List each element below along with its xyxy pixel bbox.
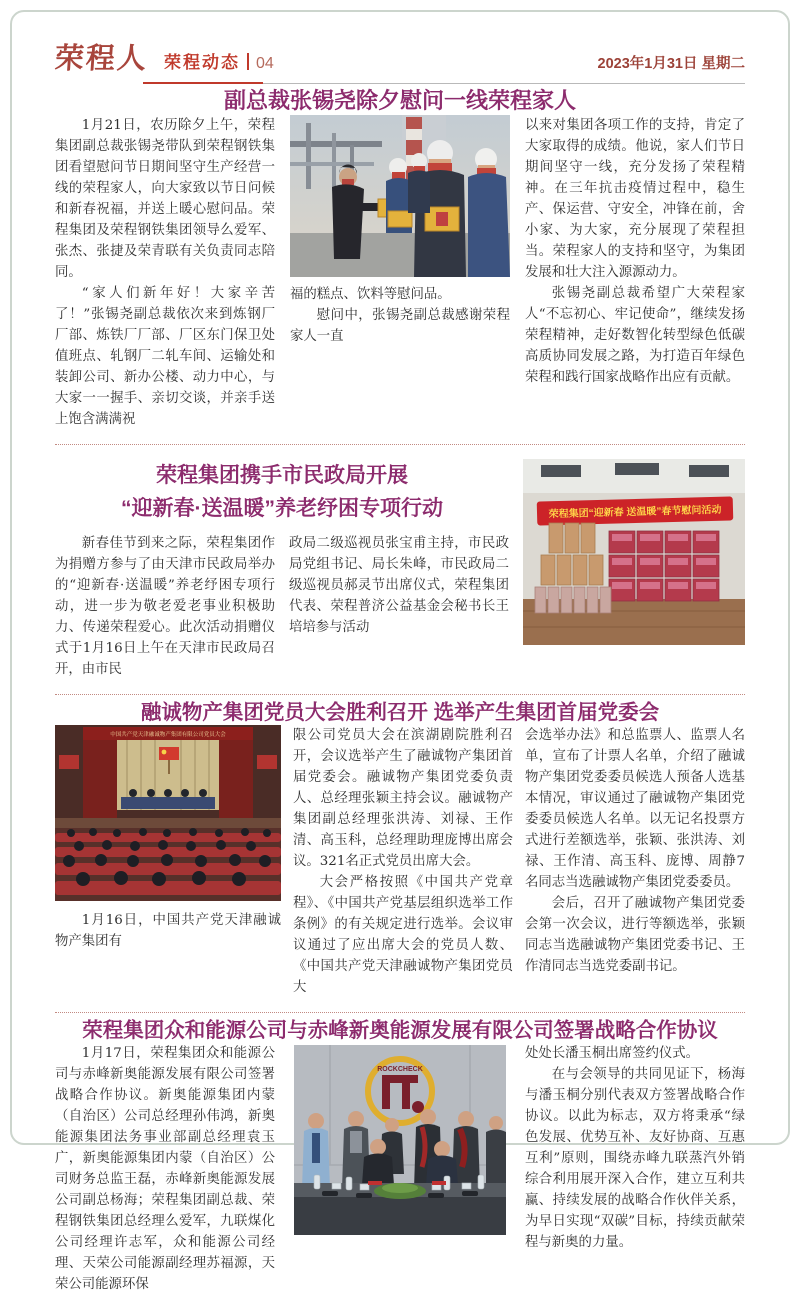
article-1-title: 副总裁张锡尧除夕慰问一线荣程家人 [223, 88, 576, 113]
body-paragraph: 大会严格按照《中国共产党章程》、《中国共产党基层组织选举工作条例》的有关规定进行选举。会议审议通过了应出席大会的党员人数、《中国共产党天津融诚物产集团党员大 [293, 875, 513, 995]
article-4-col-2 [294, 1043, 506, 1295]
body-paragraph: 在与会领导的共同见证下，杨海与潘玉桐分别代表双方签署战略合作协议。以此为标志，双方将秉承“绿色发展、优势互补、友好协商、互惠互利”原则，围绕赤峰九联蒸汽外销综合利用展开深入合作，建立互利共赢、持续发展的战略合作伙伴关系，为早日实现“双碳”目标，持续贡献荣程与新奥的力量。 [525, 1067, 745, 1250]
article-4-col-3 [525, 1043, 745, 1295]
body-paragraph: 慰问中，张锡尧副总裁感谢荣程家人一直 [290, 308, 510, 344]
body-paragraph: 限公司党员大会在滨湖剧院胜利召开，会议选举产生了融诚物产集团首届党委会。融诚物产集团党委负责人、总经理张颖主持会议。融诚物产集团副总经理张洪涛、刘禄、王作清、高玉科，总经理助理庞博出席会议。321名正式党员出席大会。 [293, 728, 513, 869]
article-1-col-1 [55, 115, 275, 430]
article-3-photo [55, 725, 281, 901]
audience [55, 828, 281, 901]
article-1-col-2 [290, 115, 510, 430]
logo-text: ROCKCHECK [377, 1066, 423, 1073]
page-number: 04 [256, 55, 274, 72]
article-2-title [55, 459, 509, 525]
section-divider-bar [247, 53, 249, 70]
body-paragraph: 处处长潘玉桐出席签约仪式。 [525, 1046, 700, 1061]
masthead-logo: 荣程人 [53, 43, 149, 75]
article-2-photo [523, 459, 745, 645]
body-paragraph: 1月17日，荣程集团众和能源公司与赤峰新奥能源发展有限公司签署战略合作协议。新奥能源集团内蒙（自治区）公司总经理孙伟鸿，新奥能源集团法务事业部副总经理袁玉广，新奥能源集团内蒙（自治区）公司财务总监王磊，赤峰新奥能源发展公司副总杨海；荣程集团副总裁、荣程钢铁集团总经理么爱军，九联煤化公司经理许志军，众和能源公司经理、天荣公司能源副经理苏福源，天荣公司能源环保 [55, 1046, 275, 1292]
body-paragraph: 以来对集团各项工作的支持，肯定了大家取得的成绩。他说，家人们节日期间坚守一线，充分发扬了荣程精神。在三年抗击疫情过程中，稳生产、保运营、守安全，冲锋在前，舍小家、为大家，充分展现了荣程担当。荣程家人的支持和坚守，为集团发展和壮大注入源源动力。 [525, 118, 745, 280]
article-1 [55, 84, 745, 445]
article-4-photo [294, 1045, 506, 1235]
ceiling-windows [541, 463, 729, 477]
banner-text: 荣程集团“迎新春 送温暖”春节慰问活动 [548, 504, 722, 521]
body-paragraph: 会选举办法》和总监票人、监票人名单，宣布了计票人名单，介绍了融诚物产集团党委委员候选人预备人选基本情况，审议通过了融诚物产集团党委委员候选人名单。以无记名投票方式进行差额选举，张颖、张洪涛、刘禄、王作清、高玉科、庞博、周静7名同志当选融诚物产集团党委委员。 [525, 728, 745, 890]
head-table [121, 789, 215, 809]
section-title: 荣程动态 [164, 53, 241, 72]
article-1-col-3 [525, 115, 745, 430]
stage-edge [55, 818, 281, 828]
page-header [55, 36, 745, 84]
red-banner [537, 496, 734, 525]
article-2-col-1 [55, 533, 275, 680]
article-1-photo [290, 115, 510, 277]
article-2 [55, 459, 745, 695]
article-divider [55, 444, 745, 445]
article-4 [55, 1013, 745, 1295]
body-paragraph: 会后，召开了融诚物产集团党委会第一次会议，进行等额选举，张颖同志当选融诚物产集团党委书记、王作清同志当选党委副书记。 [525, 896, 745, 974]
body-paragraph: “家人们新年好！大家辛苦了！”张锡尧副总裁依次来到炼钢厂厂部、炼铁厂厂部、厂区东门保卫处值班点、轧钢厂二轧车间、运输处和装卸公司、新办公楼、动力中心，与大家一一握手、亲切交谈，并亲手送上饱含满满祝 [55, 286, 275, 427]
body-paragraph: 政局二级巡视员张宝甫主持，市民政局党组书记、局长朱峰，市民政局二级巡视员郝灵节出席仪式，荣程集团代表、荣程普济公益基金会秘书长王培培参与活动 [289, 536, 509, 635]
article-3-col-3 [525, 725, 745, 998]
article-3-col-2 [293, 725, 513, 998]
article-4-col-1 [55, 1043, 275, 1295]
page-date: 2023年1月31日 星期二 [597, 56, 745, 72]
conference-table [294, 1175, 506, 1235]
stage-banner-text: 中国共产党天津融诚物产集团有限公司党员大会 [110, 732, 226, 738]
article-3 [55, 695, 745, 1013]
article-4-title: 荣程集团众和能源公司与赤峰新奥能源发展有限公司签署战略合作协议 [82, 1019, 718, 1042]
stage [59, 727, 277, 818]
photo-caption: 1月16日，中国共产党天津融诚物产集团有 [55, 913, 281, 949]
article-3-col-1 [55, 725, 281, 998]
article-2-col-2 [289, 533, 509, 680]
body-paragraph: 1月21日，农历除夕上午，荣程集团副总裁张锡尧带队到荣程钢铁集团看望慰问节日期间坚守生产经营一线的荣程家人，向大家致以节日问候和新春祝福，并送上暖心慰问品。荣程集团及荣程钢铁集团领导么爱军、张杰、张捷及荣青联有关负责同志陪同。 [55, 118, 275, 280]
newspaper-page [55, 36, 745, 1295]
article-2-title-line1: 荣程集团携手市民政局开展 [156, 464, 408, 487]
article-3-title: 融诚物产集团党员大会胜利召开 选举产生集团首届党委会 [140, 701, 660, 724]
article-2-title-line2: “迎新春·送温暖”养老纾困专项行动 [121, 497, 443, 520]
body-paragraph: 福的糕点、饮料等慰问品。 [290, 287, 451, 302]
body-paragraph: 新春佳节到来之际，荣程集团作为捐赠方参与了由天津市民政局举办的“迎新春·送温暖”养老纾困专项行动，进一步为敬老爱老事业积极助力、传递荣程爱心。此次活动捐赠仪式于1月16日上午在天津市民政局召开，由市民 [55, 536, 275, 677]
body-paragraph: 张锡尧副总裁希望广大荣程家人“不忘初心、牢记使命”，继续发扬荣程精神，走好数智化转型绿色低碳高质协同发展之路，为打造百年绿色荣程和践行国家战略作出应有贡献。 [525, 286, 745, 385]
